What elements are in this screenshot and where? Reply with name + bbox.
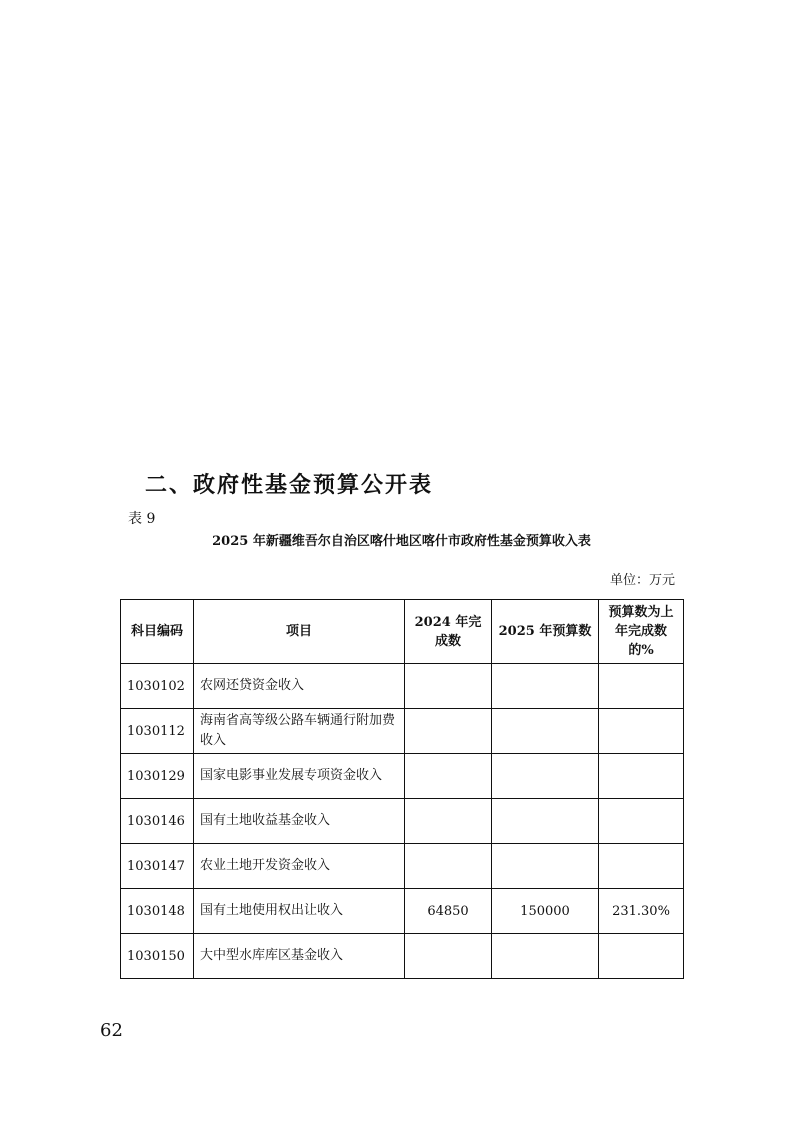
row-item: 农网还贷资金收入 bbox=[194, 664, 405, 709]
column-header-code: 科目编码 bbox=[121, 600, 194, 664]
row-budget-2025 bbox=[492, 799, 599, 844]
row-ratio bbox=[599, 754, 684, 799]
row-item: 国有土地使用权出让收入 bbox=[194, 889, 405, 934]
row-ratio bbox=[599, 709, 684, 754]
table-row bbox=[121, 664, 684, 709]
table-row bbox=[121, 934, 684, 979]
row-code: 1030102 bbox=[121, 664, 194, 709]
unit-label: 单位：万元 bbox=[609, 573, 675, 588]
row-item: 海南省高等级公路车辆通行附加费收入 bbox=[194, 709, 405, 754]
row-budget-2025 bbox=[492, 844, 599, 889]
row-ratio: 231.30% bbox=[599, 889, 684, 934]
row-ratio bbox=[599, 934, 684, 979]
page-number: 62 bbox=[100, 1020, 123, 1041]
row-code: 1030112 bbox=[121, 709, 194, 754]
row-completed-2024 bbox=[405, 754, 492, 799]
row-budget-2025 bbox=[492, 664, 599, 709]
table-row bbox=[121, 799, 684, 844]
row-budget-2025 bbox=[492, 754, 599, 799]
table-row bbox=[121, 889, 684, 934]
section-heading: 二、政府性基金预算公开表 bbox=[145, 473, 434, 498]
row-ratio bbox=[599, 844, 684, 889]
row-item: 大中型水库库区基金收入 bbox=[194, 934, 405, 979]
row-completed-2024 bbox=[405, 844, 492, 889]
column-header-budget-2025: 2025 年预算数 bbox=[492, 600, 599, 664]
row-completed-2024 bbox=[405, 799, 492, 844]
row-code: 1030129 bbox=[121, 754, 194, 799]
row-completed-2024 bbox=[405, 709, 492, 754]
row-completed-2024 bbox=[405, 664, 492, 709]
table-header-row bbox=[121, 600, 684, 664]
table-row bbox=[121, 709, 684, 754]
row-budget-2025 bbox=[492, 709, 599, 754]
row-code: 1030147 bbox=[121, 844, 194, 889]
row-item: 国有土地收益基金收入 bbox=[194, 799, 405, 844]
column-header-completed-2024: 2024 年完成数 bbox=[405, 600, 492, 664]
table-row bbox=[121, 844, 684, 889]
row-ratio bbox=[599, 664, 684, 709]
row-completed-2024 bbox=[405, 934, 492, 979]
row-completed-2024: 64850 bbox=[405, 889, 492, 934]
row-code: 1030150 bbox=[121, 934, 194, 979]
row-code: 1030146 bbox=[121, 799, 194, 844]
row-item: 国家电影事业发展专项资金收入 bbox=[194, 754, 405, 799]
row-budget-2025: 150000 bbox=[492, 889, 599, 934]
row-item: 农业土地开发资金收入 bbox=[194, 844, 405, 889]
row-budget-2025 bbox=[492, 934, 599, 979]
column-header-item: 项目 bbox=[194, 600, 405, 664]
row-code: 1030148 bbox=[121, 889, 194, 934]
table-number: 表 9 bbox=[128, 511, 156, 527]
table-title: 2025 年新疆维吾尔自治区喀什地区喀什市政府性基金预算收入表 bbox=[212, 534, 591, 549]
column-header-ratio: 预算数为上年完成数的% bbox=[599, 600, 684, 664]
budget-revenue-table bbox=[120, 599, 684, 979]
table-row bbox=[121, 754, 684, 799]
row-ratio bbox=[599, 799, 684, 844]
